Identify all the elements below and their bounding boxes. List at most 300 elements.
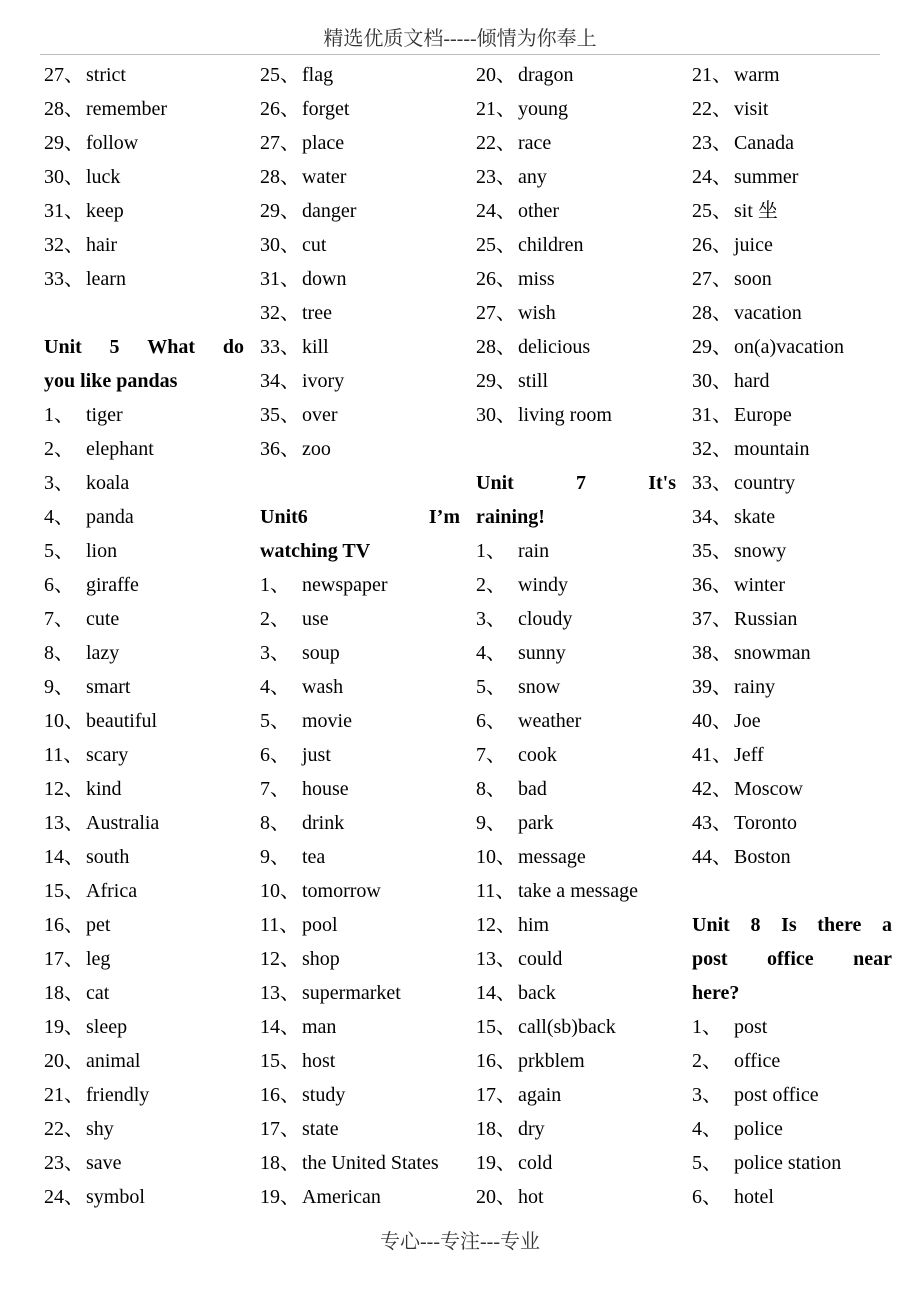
vocab-item bbox=[692, 160, 892, 194]
item-number: 10、 bbox=[260, 880, 300, 902]
item-number: 37、 bbox=[692, 608, 732, 630]
item-word: post bbox=[734, 1016, 768, 1038]
vocab-item bbox=[260, 160, 460, 194]
vocab-item bbox=[260, 1044, 460, 1078]
vocab-item bbox=[44, 772, 244, 806]
item-number: 29、 bbox=[476, 370, 516, 392]
vocab-item bbox=[44, 568, 244, 602]
item-word: soup bbox=[302, 642, 340, 664]
item-word: windy bbox=[518, 574, 568, 596]
item-number: 18、 bbox=[260, 1152, 300, 1174]
item-number: 2、 bbox=[260, 608, 290, 630]
unit8-heading-line2 bbox=[692, 942, 892, 976]
item-word: any bbox=[518, 166, 547, 188]
unit8-list bbox=[692, 1010, 892, 1214]
item-number: 14、 bbox=[260, 1016, 300, 1038]
vocab-item bbox=[260, 58, 460, 92]
item-number: 25、 bbox=[476, 234, 516, 256]
item-number: 2、 bbox=[692, 1050, 722, 1072]
item-word: other bbox=[518, 200, 560, 222]
vocab-item bbox=[44, 398, 244, 432]
unit8-word: Unit bbox=[692, 914, 730, 936]
item-number: 13、 bbox=[260, 982, 300, 1004]
vocab-item bbox=[260, 1146, 460, 1180]
item-word: Europe bbox=[734, 404, 792, 426]
unit7-word: It's bbox=[648, 472, 676, 494]
vocab-item bbox=[476, 330, 676, 364]
unit8-word: a bbox=[882, 914, 892, 936]
item-word: juice bbox=[734, 234, 773, 256]
item-number: 20、 bbox=[476, 1186, 516, 1208]
item-number: 21、 bbox=[44, 1084, 84, 1106]
item-number: 13、 bbox=[476, 948, 516, 970]
item-word: zoo bbox=[302, 438, 331, 460]
item-number: 3、 bbox=[44, 472, 74, 494]
item-word: young bbox=[518, 98, 568, 120]
vocab-item bbox=[476, 806, 676, 840]
item-number: 26、 bbox=[260, 98, 300, 120]
item-word: snowman bbox=[734, 642, 811, 664]
item-number: 32、 bbox=[260, 302, 300, 324]
unit8-word: 8 bbox=[750, 914, 761, 936]
vocab-item bbox=[260, 398, 460, 432]
item-word: Moscow bbox=[734, 778, 803, 800]
item-number: 35、 bbox=[260, 404, 300, 426]
vocab-item bbox=[260, 670, 460, 704]
vocab-item bbox=[44, 806, 244, 840]
vocab-item bbox=[44, 908, 244, 942]
item-word: Jeff bbox=[734, 744, 764, 766]
vocab-item bbox=[692, 126, 892, 160]
item-number: 43、 bbox=[692, 812, 732, 834]
item-word: state bbox=[302, 1118, 339, 1140]
item-number: 3、 bbox=[260, 642, 290, 664]
vocab-item bbox=[692, 398, 892, 432]
item-word: vacation bbox=[734, 302, 802, 324]
item-number: 4、 bbox=[44, 506, 74, 528]
item-number: 7、 bbox=[476, 744, 506, 766]
item-number: 33、 bbox=[44, 268, 84, 290]
item-number: 16、 bbox=[44, 914, 84, 936]
item-number: 25、 bbox=[260, 64, 300, 86]
item-word: park bbox=[518, 812, 554, 834]
unit6-heading-line2: watching TV bbox=[260, 540, 371, 562]
item-number: 19、 bbox=[260, 1186, 300, 1208]
unit5-heading-line1 bbox=[44, 330, 244, 364]
vocab-item bbox=[476, 738, 676, 772]
vocab-item bbox=[692, 534, 892, 568]
item-word: man bbox=[302, 1016, 337, 1038]
vocab-item bbox=[260, 126, 460, 160]
unit6-list bbox=[260, 568, 460, 1214]
item-word: miss bbox=[518, 268, 555, 290]
item-word: wash bbox=[302, 676, 344, 698]
vocab-item bbox=[476, 58, 676, 92]
item-number: 16、 bbox=[260, 1084, 300, 1106]
item-word: sit 坐 bbox=[734, 200, 778, 222]
item-word: kind bbox=[86, 778, 122, 800]
item-word: symbol bbox=[86, 1186, 145, 1208]
item-word: hot bbox=[518, 1186, 544, 1208]
col1-top-list bbox=[44, 58, 244, 296]
item-number: 9、 bbox=[260, 846, 290, 868]
item-number: 31、 bbox=[44, 200, 84, 222]
item-number: 36、 bbox=[692, 574, 732, 596]
item-number: 4、 bbox=[476, 642, 506, 664]
item-word: visit bbox=[734, 98, 769, 120]
vocab-item bbox=[260, 840, 460, 874]
vocab-item bbox=[476, 1044, 676, 1078]
item-number: 35、 bbox=[692, 540, 732, 562]
vocab-item bbox=[692, 1112, 892, 1146]
item-number: 19、 bbox=[476, 1152, 516, 1174]
item-word: hotel bbox=[734, 1186, 774, 1208]
item-word: summer bbox=[734, 166, 799, 188]
vocab-item bbox=[44, 1010, 244, 1044]
item-number: 33、 bbox=[260, 336, 300, 358]
item-number: 28、 bbox=[476, 336, 516, 358]
item-number: 22、 bbox=[44, 1118, 84, 1140]
item-word: cat bbox=[86, 982, 110, 1004]
vocab-item bbox=[476, 670, 676, 704]
item-number: 6、 bbox=[44, 574, 74, 596]
vocab-item bbox=[260, 1180, 460, 1214]
item-word: hair bbox=[86, 234, 118, 256]
vocab-item bbox=[692, 806, 892, 840]
vocab-item bbox=[44, 262, 244, 296]
item-number: 10、 bbox=[44, 710, 84, 732]
item-word: pet bbox=[86, 914, 111, 936]
spacer bbox=[692, 874, 892, 908]
item-number: 18、 bbox=[44, 982, 84, 1004]
item-word: office bbox=[734, 1050, 781, 1072]
item-number: 18、 bbox=[476, 1118, 516, 1140]
vocab-item bbox=[44, 976, 244, 1010]
item-number: 23、 bbox=[476, 166, 516, 188]
item-word: bad bbox=[518, 778, 547, 800]
item-word: tiger bbox=[86, 404, 123, 426]
vocab-item bbox=[44, 874, 244, 908]
vocab-item bbox=[692, 738, 892, 772]
item-word: follow bbox=[86, 132, 139, 154]
item-number: 16、 bbox=[476, 1050, 516, 1072]
vocab-item bbox=[44, 1112, 244, 1146]
vocab-item bbox=[692, 670, 892, 704]
vocab-item bbox=[692, 1044, 892, 1078]
item-number: 2、 bbox=[44, 438, 74, 460]
item-word: elephant bbox=[86, 438, 154, 460]
vocab-item bbox=[44, 1146, 244, 1180]
item-number: 15、 bbox=[260, 1050, 300, 1072]
item-word: shop bbox=[302, 948, 340, 970]
item-word: rain bbox=[518, 540, 550, 562]
vocab-item bbox=[692, 1010, 892, 1044]
vocab-item bbox=[476, 1180, 676, 1214]
vocab-item bbox=[692, 296, 892, 330]
item-word: cook bbox=[518, 744, 557, 766]
item-word: tree bbox=[302, 302, 332, 324]
unit8-word: Is bbox=[781, 914, 797, 936]
vocab-item bbox=[260, 432, 460, 466]
vocab-item bbox=[44, 194, 244, 228]
item-word: sleep bbox=[86, 1016, 128, 1038]
item-number: 34、 bbox=[260, 370, 300, 392]
item-number: 20、 bbox=[476, 64, 516, 86]
item-number: 6、 bbox=[260, 744, 290, 766]
vocab-item bbox=[476, 296, 676, 330]
item-word: Australia bbox=[86, 812, 160, 834]
vocab-item bbox=[476, 602, 676, 636]
item-number: 4、 bbox=[260, 676, 290, 698]
vocab-item bbox=[476, 398, 676, 432]
item-word: forget bbox=[302, 98, 350, 120]
item-number: 10、 bbox=[476, 846, 516, 868]
item-word: shy bbox=[86, 1118, 114, 1140]
vocab-item bbox=[44, 738, 244, 772]
item-word: cute bbox=[86, 608, 120, 630]
vocab-item bbox=[692, 704, 892, 738]
vocab-item bbox=[44, 466, 244, 500]
vocab-item bbox=[476, 874, 676, 908]
item-number: 12、 bbox=[44, 778, 84, 800]
item-word: Toronto bbox=[734, 812, 798, 834]
item-number: 8、 bbox=[44, 642, 74, 664]
vocab-item bbox=[476, 704, 676, 738]
vocab-item bbox=[44, 602, 244, 636]
item-number: 36、 bbox=[260, 438, 300, 460]
unit5-word: What bbox=[147, 336, 196, 358]
unit7-heading-line2: raining! bbox=[476, 506, 545, 528]
vocab-item bbox=[260, 1078, 460, 1112]
item-word: sunny bbox=[518, 642, 566, 664]
vocab-item bbox=[44, 670, 244, 704]
item-word: again bbox=[518, 1084, 562, 1106]
vocab-item bbox=[44, 228, 244, 262]
item-number: 30、 bbox=[44, 166, 84, 188]
item-number: 28、 bbox=[260, 166, 300, 188]
vocab-item bbox=[692, 1180, 892, 1214]
vocab-item bbox=[476, 194, 676, 228]
vocab-item bbox=[476, 976, 676, 1010]
item-number: 30、 bbox=[692, 370, 732, 392]
unit5-word: do bbox=[222, 336, 244, 358]
item-word: police station bbox=[734, 1152, 842, 1174]
item-word: koala bbox=[86, 472, 130, 494]
vocab-item bbox=[44, 636, 244, 670]
item-number: 8、 bbox=[260, 812, 290, 834]
unit8-word: there bbox=[817, 914, 862, 936]
item-word: hard bbox=[734, 370, 770, 392]
item-word: smart bbox=[86, 676, 131, 698]
item-word: lazy bbox=[86, 642, 120, 664]
vocab-item bbox=[260, 364, 460, 398]
item-word: call(sb)back bbox=[518, 1016, 616, 1038]
item-word: danger bbox=[302, 200, 357, 222]
item-number: 5、 bbox=[260, 710, 290, 732]
unit8-heading-line1 bbox=[692, 908, 892, 942]
item-word: strict bbox=[86, 64, 126, 86]
vocab-item bbox=[476, 364, 676, 398]
unit5-word: 5 bbox=[109, 336, 120, 358]
item-word: him bbox=[518, 914, 550, 936]
item-word: luck bbox=[86, 166, 121, 188]
item-number: 14、 bbox=[44, 846, 84, 868]
vocab-item bbox=[44, 1078, 244, 1112]
vocab-item bbox=[260, 806, 460, 840]
item-number: 11、 bbox=[476, 880, 516, 902]
item-number: 21、 bbox=[476, 98, 516, 120]
vocab-item bbox=[260, 602, 460, 636]
vocab-item bbox=[260, 942, 460, 976]
vocab-item bbox=[44, 534, 244, 568]
item-word: supermarket bbox=[302, 982, 401, 1004]
item-word: Russian bbox=[734, 608, 798, 630]
item-word: still bbox=[518, 370, 549, 392]
item-number: 17、 bbox=[476, 1084, 516, 1106]
vocab-item bbox=[260, 1010, 460, 1044]
item-word: pool bbox=[302, 914, 338, 936]
vocab-item bbox=[692, 58, 892, 92]
item-number: 12、 bbox=[260, 948, 300, 970]
item-word: house bbox=[302, 778, 349, 800]
item-word: Joe bbox=[734, 710, 761, 732]
vocab-item bbox=[260, 330, 460, 364]
vocab-item bbox=[692, 568, 892, 602]
vocab-item bbox=[476, 772, 676, 806]
item-word: tomorrow bbox=[302, 880, 381, 902]
vocab-item bbox=[476, 228, 676, 262]
col2-top-list bbox=[260, 58, 460, 466]
item-word: rainy bbox=[734, 676, 776, 698]
unit8-word: office bbox=[767, 948, 814, 970]
item-number: 14、 bbox=[476, 982, 516, 1004]
vocab-item bbox=[476, 160, 676, 194]
item-number: 21、 bbox=[692, 64, 732, 86]
item-number: 24、 bbox=[44, 1186, 84, 1208]
item-number: 26、 bbox=[692, 234, 732, 256]
item-word: drink bbox=[302, 812, 345, 834]
vocab-item bbox=[44, 58, 244, 92]
item-number: 6、 bbox=[476, 710, 506, 732]
item-word: the United States bbox=[302, 1152, 439, 1174]
unit6-word: I’m bbox=[428, 506, 460, 528]
item-number: 28、 bbox=[692, 302, 732, 324]
column-2 bbox=[260, 58, 460, 1214]
item-word: American bbox=[302, 1186, 381, 1208]
vocab-item bbox=[260, 194, 460, 228]
item-number: 6、 bbox=[692, 1186, 722, 1208]
page-footer: 专心---专注---专业 bbox=[380, 1231, 540, 1253]
item-number: 9、 bbox=[44, 676, 74, 698]
item-number: 23、 bbox=[692, 132, 732, 154]
unit6-word: Unit6 bbox=[260, 506, 308, 528]
item-number: 22、 bbox=[692, 98, 732, 120]
item-number: 20、 bbox=[44, 1050, 84, 1072]
item-number: 39、 bbox=[692, 676, 732, 698]
item-number: 33、 bbox=[692, 472, 732, 494]
item-number: 40、 bbox=[692, 710, 732, 732]
spacer bbox=[476, 432, 676, 466]
item-word: animal bbox=[86, 1050, 141, 1072]
vocab-item bbox=[692, 364, 892, 398]
vocab-item bbox=[260, 738, 460, 772]
vocab-item bbox=[692, 432, 892, 466]
vocab-item bbox=[476, 1078, 676, 1112]
item-word: keep bbox=[86, 200, 124, 222]
vocab-item bbox=[476, 1146, 676, 1180]
item-number: 29、 bbox=[44, 132, 84, 154]
item-word: kill bbox=[302, 336, 329, 358]
item-word: water bbox=[302, 166, 347, 188]
item-number: 9、 bbox=[476, 812, 506, 834]
item-word: newspaper bbox=[302, 574, 388, 596]
vocab-item bbox=[692, 262, 892, 296]
item-word: Africa bbox=[86, 880, 138, 902]
item-word: cold bbox=[518, 1152, 553, 1174]
unit7-word: 7 bbox=[576, 472, 586, 494]
unit5-list bbox=[44, 398, 244, 1214]
item-word: tea bbox=[302, 846, 326, 868]
vocab-item bbox=[260, 874, 460, 908]
vocab-item bbox=[44, 432, 244, 466]
item-word: panda bbox=[86, 506, 134, 528]
item-word: could bbox=[518, 948, 563, 970]
item-word: study bbox=[302, 1084, 346, 1106]
vocab-item bbox=[692, 228, 892, 262]
vocab-item bbox=[260, 908, 460, 942]
vocab-item bbox=[260, 228, 460, 262]
vocab-item bbox=[476, 568, 676, 602]
spacer bbox=[260, 466, 460, 500]
spacer bbox=[44, 296, 244, 330]
item-number: 44、 bbox=[692, 846, 732, 868]
item-word: country bbox=[734, 472, 796, 494]
item-number: 1、 bbox=[44, 404, 74, 426]
item-word: message bbox=[518, 846, 586, 868]
item-number: 3、 bbox=[476, 608, 506, 630]
item-word: south bbox=[86, 846, 130, 868]
item-word: dragon bbox=[518, 64, 574, 86]
vocab-item bbox=[44, 1044, 244, 1078]
vocab-item bbox=[476, 262, 676, 296]
item-word: on(a)vacation bbox=[734, 336, 844, 358]
item-number: 17、 bbox=[44, 948, 84, 970]
unit6-heading-line1 bbox=[260, 500, 460, 534]
vocab-item bbox=[692, 330, 892, 364]
item-word: cut bbox=[302, 234, 327, 256]
item-word: leg bbox=[86, 948, 111, 970]
unit7-list bbox=[476, 534, 676, 1214]
item-word: skate bbox=[734, 506, 776, 528]
col3-top-list bbox=[476, 58, 676, 432]
vocab-item bbox=[260, 92, 460, 126]
item-word: take a message bbox=[518, 880, 638, 902]
vocab-item bbox=[260, 772, 460, 806]
item-word: scary bbox=[86, 744, 129, 766]
item-number: 31、 bbox=[692, 404, 732, 426]
item-number: 22、 bbox=[476, 132, 516, 154]
column-1 bbox=[44, 58, 244, 1214]
column-3 bbox=[476, 58, 676, 1214]
item-number: 42、 bbox=[692, 778, 732, 800]
item-word: ivory bbox=[302, 370, 345, 392]
item-word: Canada bbox=[734, 132, 794, 154]
item-number: 11、 bbox=[44, 744, 84, 766]
item-number: 32、 bbox=[692, 438, 732, 460]
column-4 bbox=[692, 58, 892, 1214]
item-number: 5、 bbox=[44, 540, 74, 562]
item-word: soon bbox=[734, 268, 772, 290]
